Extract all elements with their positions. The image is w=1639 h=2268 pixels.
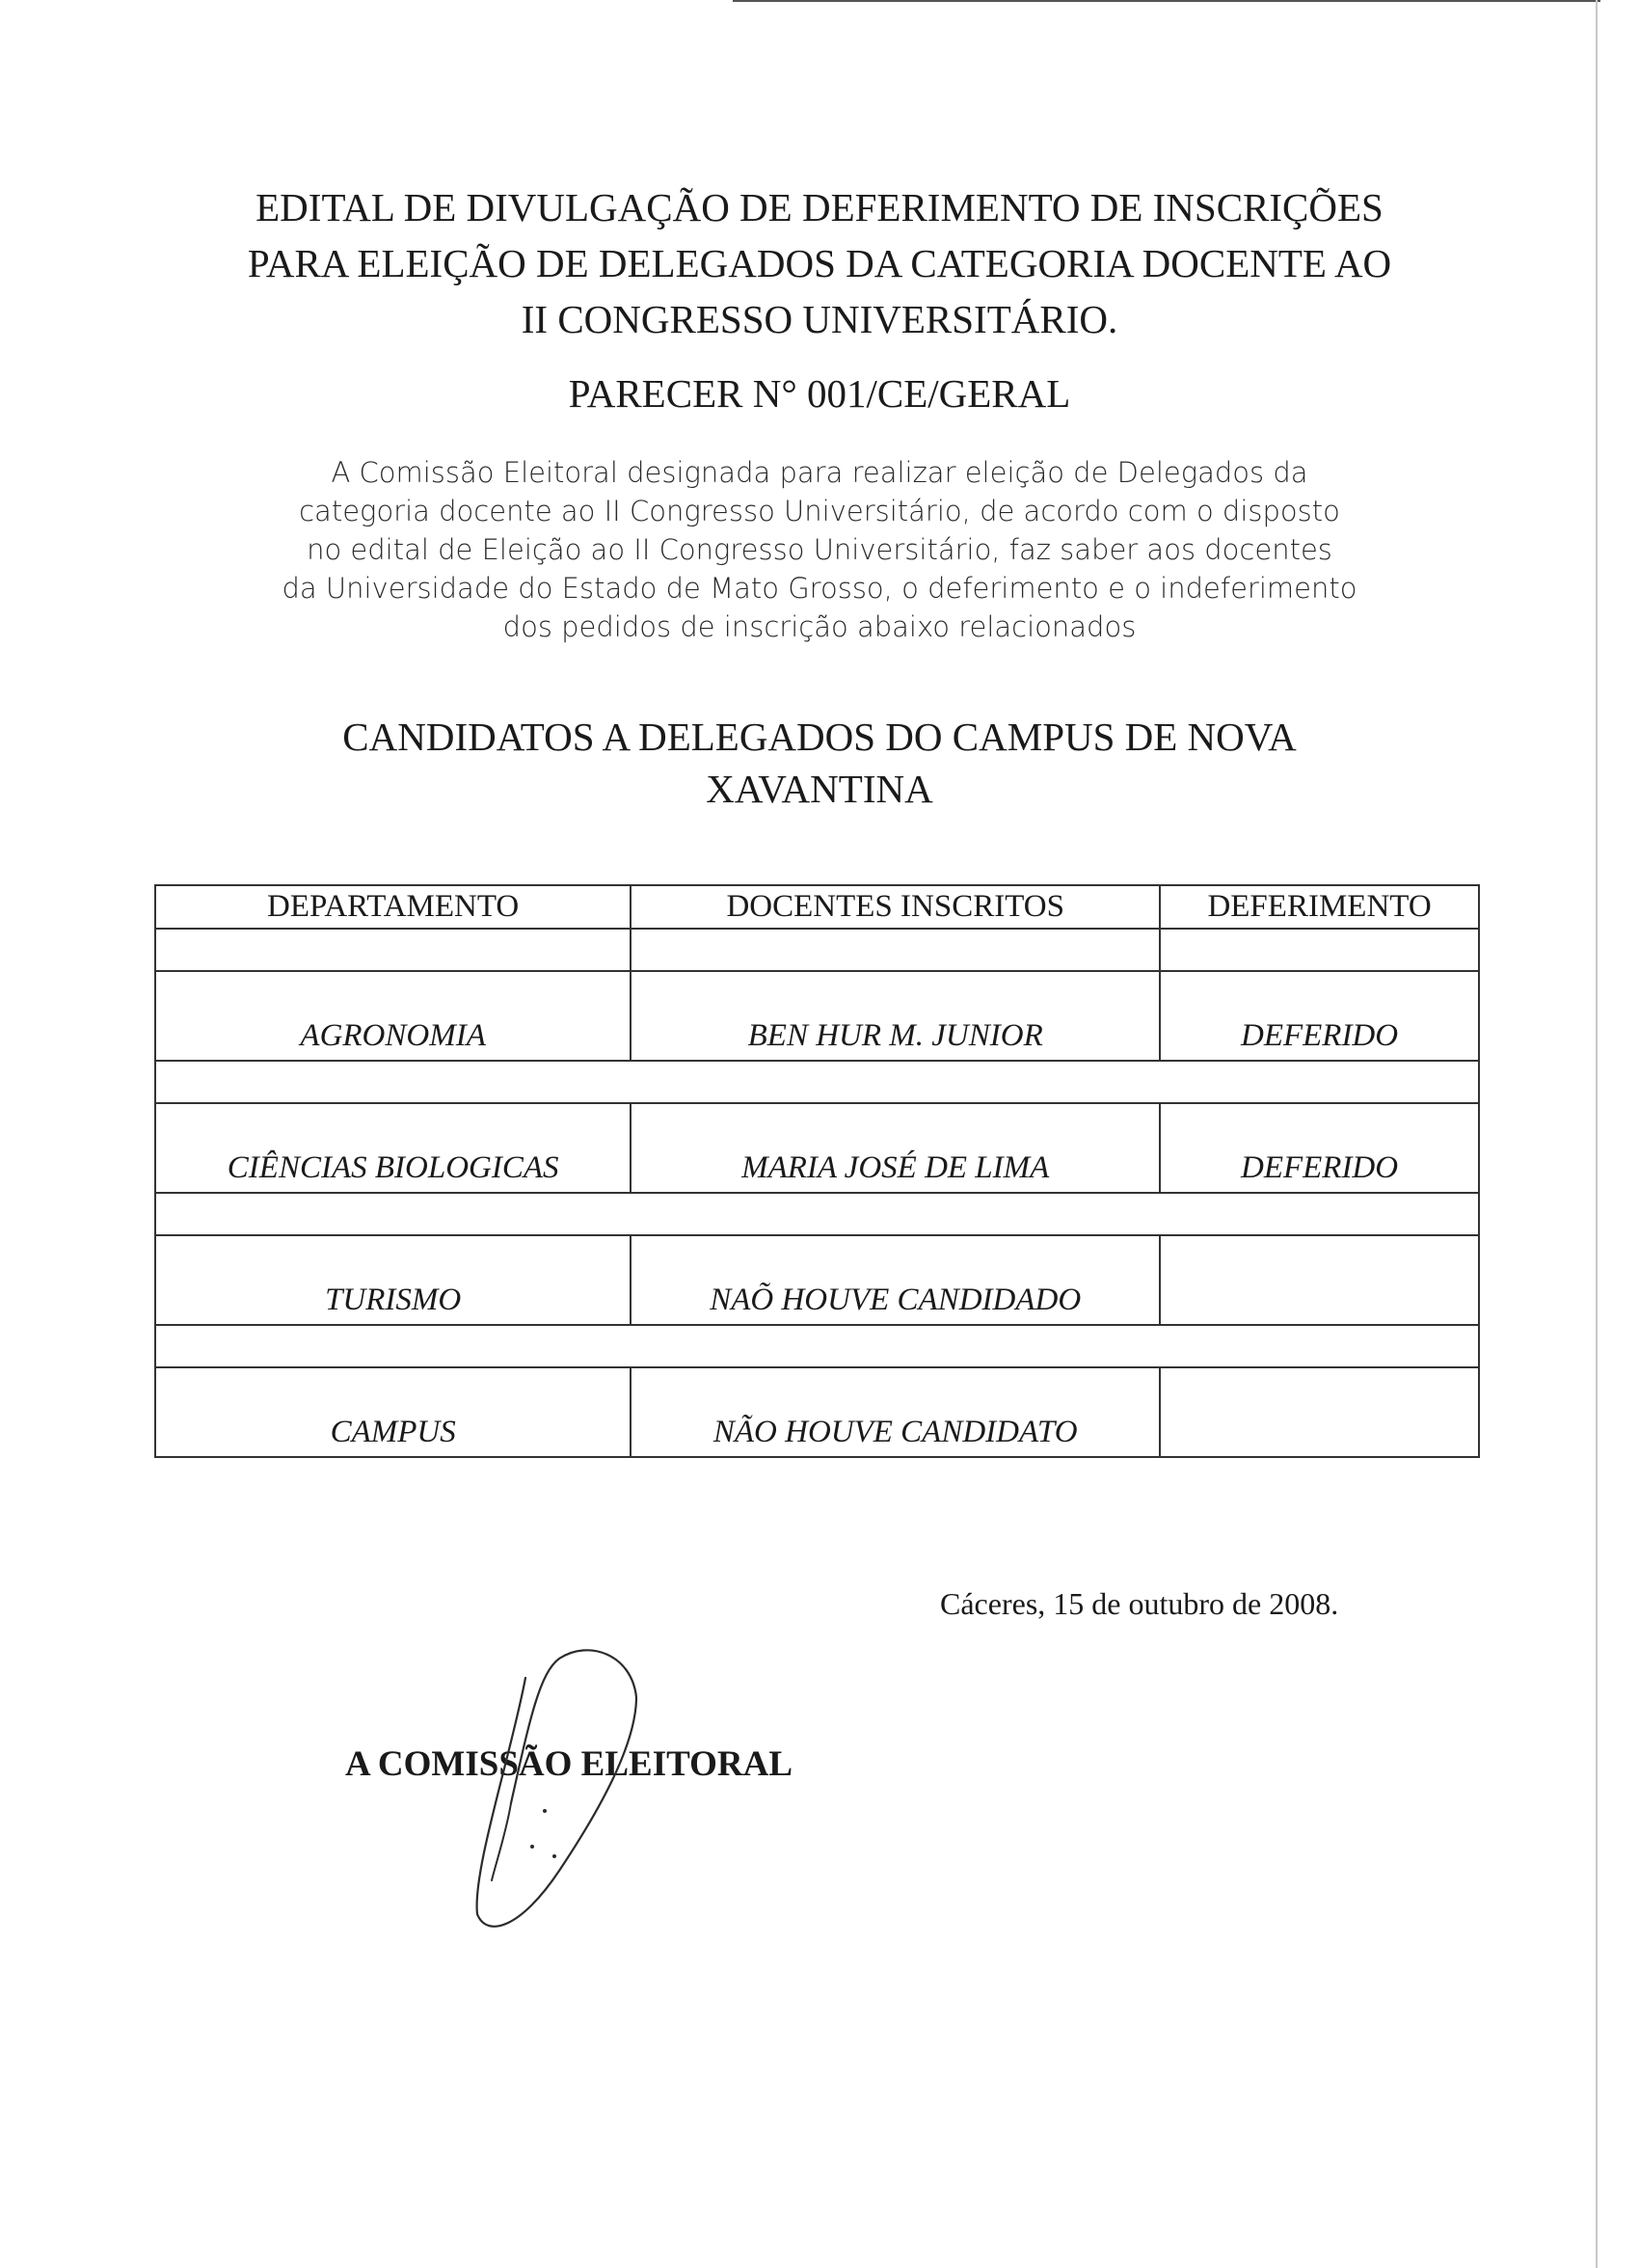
campus-heading bbox=[0, 711, 1639, 815]
spacer-cell bbox=[155, 1325, 1479, 1367]
title-line-1: EDITAL DE DIVULGAÇÃO DE DEFERIMENTO DE INSCRIÇÕES bbox=[255, 185, 1384, 230]
intro-line-5: dos pedidos de inscrição abaixo relacionados bbox=[502, 610, 1137, 643]
table-row bbox=[155, 1103, 1479, 1193]
spacer-cell bbox=[155, 1061, 1479, 1103]
table-spacer-row bbox=[155, 1061, 1479, 1103]
table-spacer-row bbox=[155, 1193, 1479, 1235]
cell-departamento: CAMPUS bbox=[155, 1367, 631, 1457]
intro-line-4: da Universidade do Estado de Mato Grosso, o deferimento e o indeferimento bbox=[282, 572, 1357, 605]
table-header-row bbox=[155, 885, 1479, 929]
cell-departamento: AGRONOMIA bbox=[155, 971, 631, 1061]
intro-line-1: A Comissão Eleitoral designada para realizar eleição de Delegados da bbox=[331, 456, 1308, 489]
header-docentes: DOCENTES INSCRITOS bbox=[631, 885, 1160, 929]
scan-top-rule bbox=[733, 0, 1600, 2]
cell-deferimento: DEFERIDO bbox=[1160, 1103, 1479, 1193]
cell-docente: MARIA JOSÉ DE LIMA bbox=[631, 1103, 1160, 1193]
title-line-2: PARA ELEIÇÃO DE DELEGADOS DA CATEGORIA DOCENTE AO bbox=[247, 241, 1392, 285]
table-spacer-row bbox=[155, 929, 1479, 971]
spacer-cell bbox=[1160, 929, 1479, 971]
header-deferimento: DEFERIMENTO bbox=[1160, 885, 1479, 929]
cell-docente: BEN HUR M. JUNIOR bbox=[631, 971, 1160, 1061]
cell-deferimento bbox=[1160, 1235, 1479, 1325]
intro-paragraph bbox=[0, 453, 1639, 646]
cell-docente: NAÕ HOUVE CANDIDADO bbox=[631, 1235, 1160, 1325]
cell-departamento: CIÊNCIAS BIOLOGICAS bbox=[155, 1103, 631, 1193]
date-line: Cáceres, 15 de outubro de 2008. bbox=[940, 1586, 1339, 1621]
handwritten-signature bbox=[453, 1639, 665, 1948]
header-departamento: DEPARTAMENTO bbox=[155, 885, 631, 929]
cell-deferimento bbox=[1160, 1367, 1479, 1457]
intro-line-2: categoria docente ao II Congresso Universitário, de acordo com o disposto bbox=[299, 495, 1340, 527]
table-spacer-row bbox=[155, 1325, 1479, 1367]
campus-heading-line-2: XAVANTINA bbox=[706, 767, 933, 811]
campus-heading-line-1: CANDIDATOS A DELEGADOS DO CAMPUS DE NOVA bbox=[342, 715, 1297, 759]
table-row bbox=[155, 1367, 1479, 1457]
title-line-3: II CONGRESSO UNIVERSITÁRIO. bbox=[521, 297, 1118, 341]
signatory-label: A COMISSÃO ELEITORAL bbox=[345, 1744, 793, 1784]
spacer-cell bbox=[155, 929, 631, 971]
cell-deferimento: DEFERIDO bbox=[1160, 971, 1479, 1061]
table-row bbox=[155, 971, 1479, 1061]
intro-line-3: no edital de Eleição ao II Congresso Universitário, faz saber aos docentes bbox=[307, 533, 1332, 566]
spacer-cell bbox=[155, 1193, 1479, 1235]
cell-docente: NÃO HOUVE CANDIDATO bbox=[631, 1367, 1160, 1457]
parecer-number: PARECER N° 001/CE/GERAL bbox=[568, 371, 1071, 416]
table-row bbox=[155, 1235, 1479, 1325]
candidates-table bbox=[154, 884, 1480, 1458]
cell-departamento: TURISMO bbox=[155, 1235, 631, 1325]
document-title bbox=[0, 179, 1639, 347]
spacer-cell bbox=[631, 929, 1160, 971]
